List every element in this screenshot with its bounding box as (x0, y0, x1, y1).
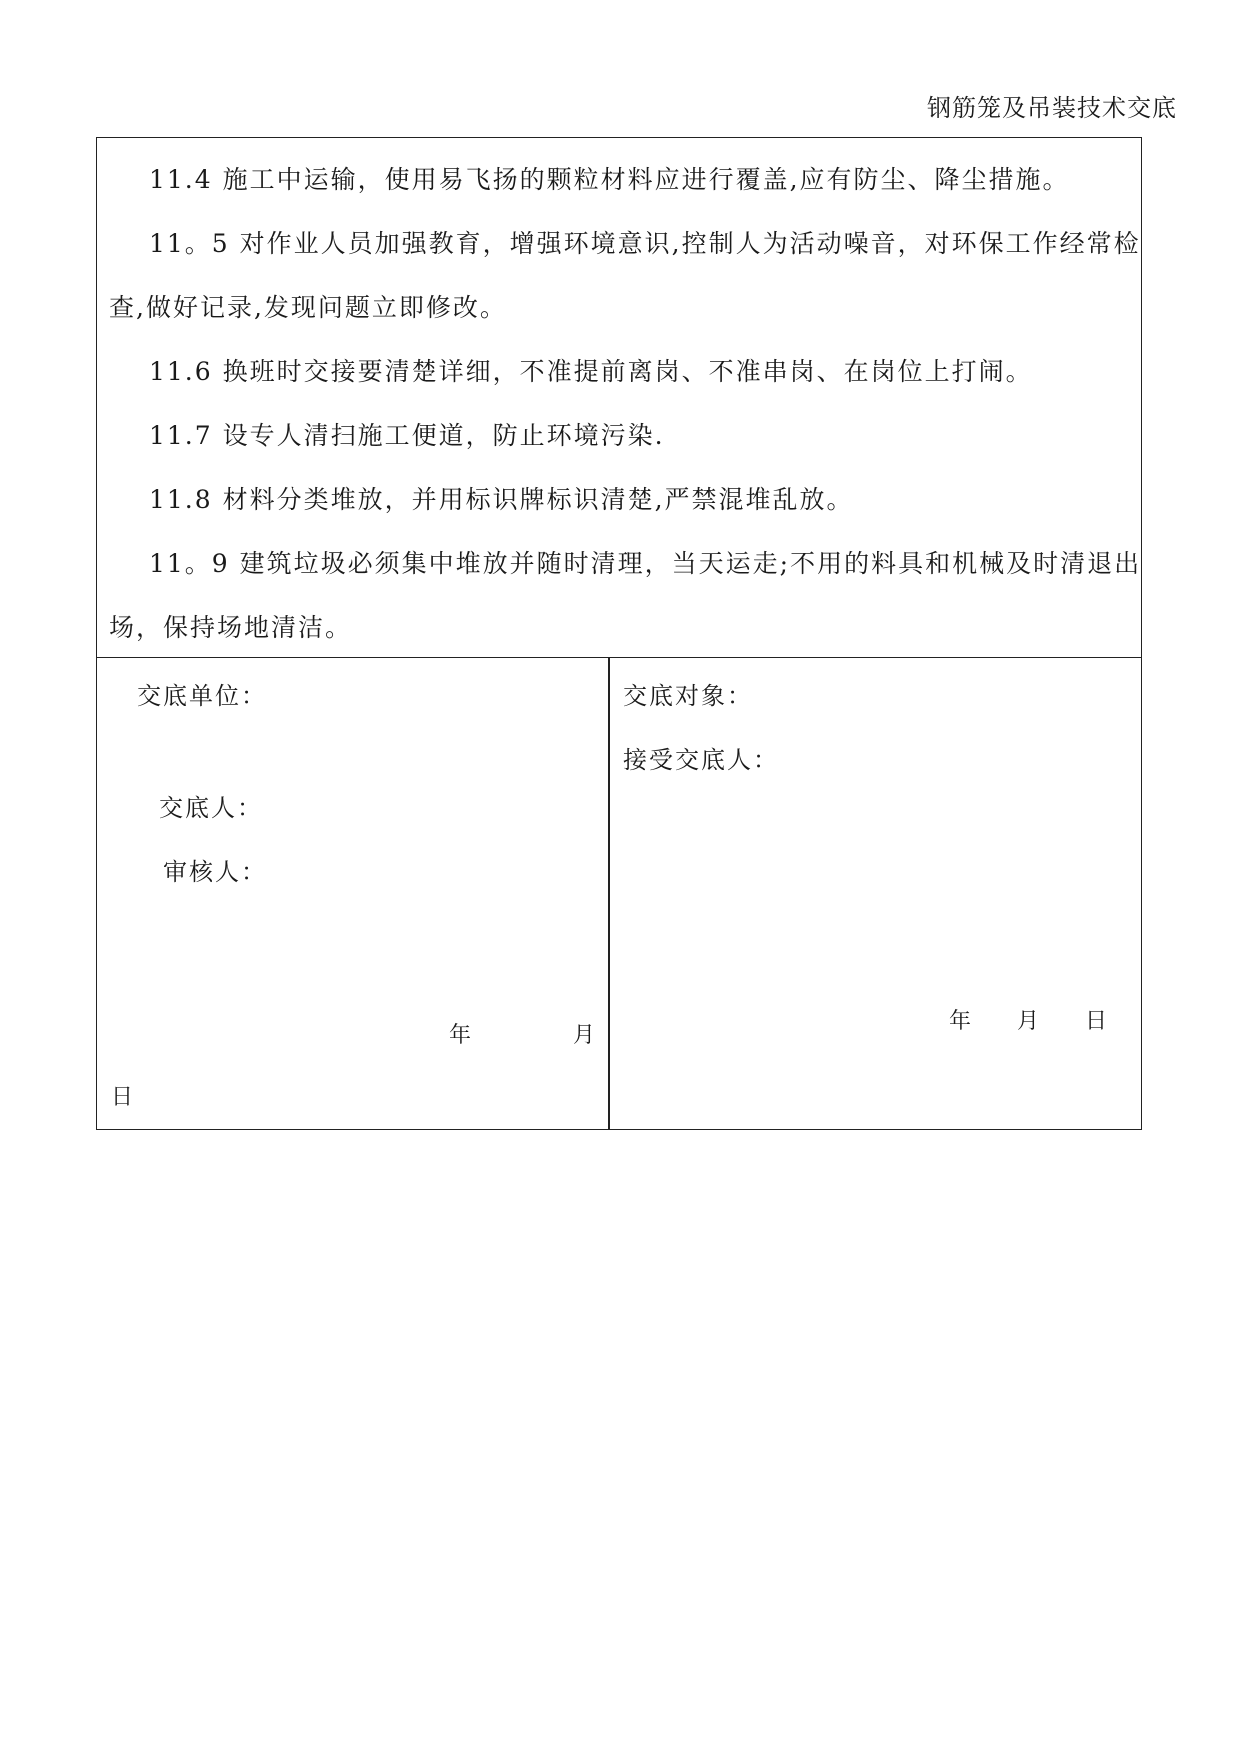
paragraph-11-9-line2: 场，保持场地清洁。 (109, 613, 353, 642)
paragraph-11-6: 11.6 换班时交接要清楚详细，不准提前离岗、不准串岗、在岗位上打闹。 (149, 357, 1033, 386)
paragraph-11-8: 11.8 材料分类堆放，并用标识牌标识清楚,严禁混堆乱放。 (149, 485, 854, 514)
paragraph-11-5-line1: 11。5 对作业人员加强教育，增强环境意识,控制人为活动噪音，对环保工作经常检 (149, 229, 1141, 258)
left-day-label: 日 (111, 1085, 136, 1110)
disclosure-unit-label: 交底单位： (137, 682, 267, 710)
paragraph-11-7: 11.7 设专人清扫施工便道，防止环境污染. (149, 421, 665, 450)
left-year-label: 年 (449, 1023, 474, 1048)
content-cell (97, 138, 1141, 658)
disclosure-target-label: 交底对象： (623, 682, 753, 710)
left-month-label: 月 (573, 1023, 598, 1048)
paragraph-11-5-line2: 查,做好记录,发现问题立即修改。 (109, 293, 507, 322)
column-divider (608, 658, 610, 1129)
paragraph-11-9-line1: 11。9 建筑垃圾必须集中堆放并随时清理，当天运走;不用的料具和机械及时清退出 (149, 549, 1142, 578)
right-month-label: 月 (1017, 1009, 1042, 1034)
signature-row (97, 658, 1141, 1129)
reviewer-label: 审核人： (163, 858, 267, 886)
right-year-label: 年 (949, 1009, 974, 1034)
discloser-label: 交底人： (159, 794, 263, 822)
receiver-label: 接受交底人： (623, 746, 779, 774)
document-header-title: 钢筋笼及吊装技术交底 (927, 94, 1177, 122)
disclosure-table (96, 137, 1142, 1130)
right-day-label: 日 (1085, 1009, 1110, 1034)
paragraph-11-4: 11.4 施工中运输，使用易飞扬的颗粒材料应进行覆盖,应有防尘、降尘措施。 (149, 165, 1070, 194)
